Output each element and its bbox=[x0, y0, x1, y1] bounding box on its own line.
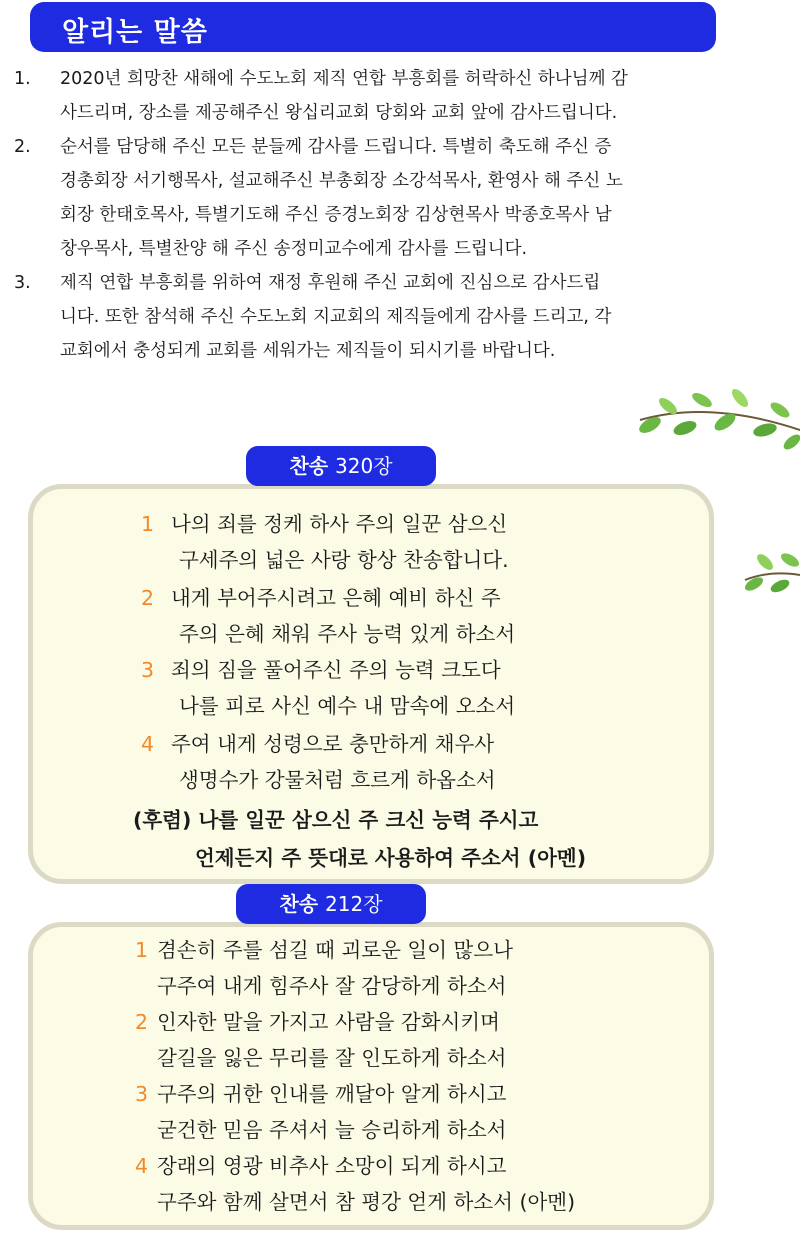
notice-number: 2. bbox=[14, 137, 31, 157]
notice-line: 제직 연합 부흥회를 위하여 재정 후원해 주신 교회에 진심으로 감사드립 bbox=[60, 273, 601, 293]
verse-2 bbox=[141, 583, 501, 613]
notice-list bbox=[0, 62, 720, 368]
verse-4 bbox=[141, 729, 495, 759]
notice-line: 2020년 희망찬 새해에 수도노회 제직 연합 부흥회를 허락하신 하나님께 감 bbox=[60, 69, 628, 89]
notice-item bbox=[0, 266, 720, 368]
hymn-212-box bbox=[28, 922, 714, 1230]
verse-1 bbox=[141, 509, 508, 539]
refrain-line-2: 언제든지 주 뜻대로 사용하여 주소서 (아멘) bbox=[195, 846, 587, 870]
hymn-212-title bbox=[236, 884, 426, 924]
verse-number: 4 bbox=[141, 732, 155, 756]
notice-line: 회장 한태호목사, 특별기도해 주신 증경노회장 김상현목사 박종호목사 남 bbox=[60, 205, 612, 225]
verse-line-2: 나를 피로 사신 예수 내 맘속에 오소서 bbox=[179, 694, 516, 718]
verse-line: 나의 죄를 정케 하사 주의 일꾼 삼으신 bbox=[171, 512, 508, 536]
verse-line: 죄의 짐을 풀어주신 주의 능력 크도다 bbox=[171, 658, 501, 682]
hymn-title-number: 320장 bbox=[335, 454, 393, 478]
leaf-branch-icon bbox=[740, 540, 800, 600]
verse-line-2: 굳건한 믿음 주셔서 늘 승리하게 하소서 bbox=[157, 1118, 507, 1142]
hymn-320-box bbox=[28, 484, 714, 884]
header-banner bbox=[30, 2, 716, 52]
hymn-title-word: 찬송 bbox=[279, 892, 319, 916]
verse-number: 3 bbox=[135, 1082, 149, 1106]
verse-number: 1 bbox=[135, 938, 149, 962]
notice-line: 창우목사, 특별찬양 해 주신 송정미교수에게 감사를 드립니다. bbox=[60, 239, 528, 259]
notice-item bbox=[0, 130, 720, 266]
notice-number: 1. bbox=[14, 69, 31, 89]
verse-line-2: 갈길을 잃은 무리를 잘 인도하게 하소서 bbox=[157, 1046, 507, 1070]
verse-number: 2 bbox=[141, 586, 155, 610]
verse-line: 겸손히 주를 섬길 때 괴로운 일이 많으나 bbox=[157, 938, 513, 962]
verse-line: 장래의 영광 비추사 소망이 되게 하시고 bbox=[157, 1154, 507, 1178]
verse-number: 1 bbox=[141, 512, 155, 536]
verse-line: 인자한 말을 가지고 사람을 감화시키며 bbox=[157, 1010, 500, 1034]
verse-2 bbox=[135, 1007, 500, 1037]
verse-line-2: 구주여 내게 힘주사 잘 감당하게 하소서 bbox=[157, 974, 507, 998]
refrain-line-1: (후렴) 나를 일꾼 삼으신 주 크신 능력 주시고 bbox=[133, 808, 539, 832]
verse-3 bbox=[141, 655, 501, 685]
notice-number: 3. bbox=[14, 273, 31, 293]
hymn-title-word: 찬송 bbox=[289, 454, 329, 478]
notice-line: 교회에서 충성되게 교회를 세워가는 제직들이 되시기를 바랍니다. bbox=[60, 341, 556, 361]
verse-line: 구주의 귀한 인내를 깨달아 알게 하시고 bbox=[157, 1082, 507, 1106]
verse-1 bbox=[135, 935, 513, 965]
verse-line-2: 주의 은혜 채워 주사 능력 있게 하소서 bbox=[179, 622, 516, 646]
hymn-320-title bbox=[246, 446, 436, 486]
page-title: 알리는 말씀 bbox=[62, 17, 208, 48]
notice-line: 사드리며, 장소를 제공해주신 왕십리교회 당회와 교회 앞에 감사드립니다. bbox=[60, 103, 618, 123]
notice-item bbox=[0, 62, 720, 130]
notice-line: 경총회장 서기행목사, 설교해주신 부총회장 소강석목사, 환영사 해 주신 노 bbox=[60, 171, 623, 191]
verse-line: 내게 부어주시려고 은혜 예비 하신 주 bbox=[171, 586, 501, 610]
verse-line-2: 생명수가 강물처럼 흐르게 하옵소서 bbox=[179, 768, 496, 792]
verse-line-2: 구세주의 넓은 사랑 항상 찬송합니다. bbox=[179, 548, 509, 572]
verse-number: 4 bbox=[135, 1154, 149, 1178]
leaf-branch-icon bbox=[630, 380, 800, 460]
verse-number: 2 bbox=[135, 1010, 149, 1034]
notice-line: 니다. 또한 참석해 주신 수도노회 지교회의 제직들에게 감사를 드리고, 각 bbox=[60, 307, 612, 327]
verse-3 bbox=[135, 1079, 507, 1109]
hymn-title-number: 212장 bbox=[325, 892, 383, 916]
verse-line: 주여 내게 성령으로 충만하게 채우사 bbox=[171, 732, 495, 756]
verse-number: 3 bbox=[141, 658, 155, 682]
verse-line-2: 구주와 함께 살면서 참 평강 얻게 하소서 (아멘) bbox=[157, 1190, 576, 1214]
notice-line: 순서를 담당해 주신 모든 분들께 감사를 드립니다. 특별히 축도해 주신 증 bbox=[60, 137, 612, 157]
verse-4 bbox=[135, 1151, 507, 1181]
